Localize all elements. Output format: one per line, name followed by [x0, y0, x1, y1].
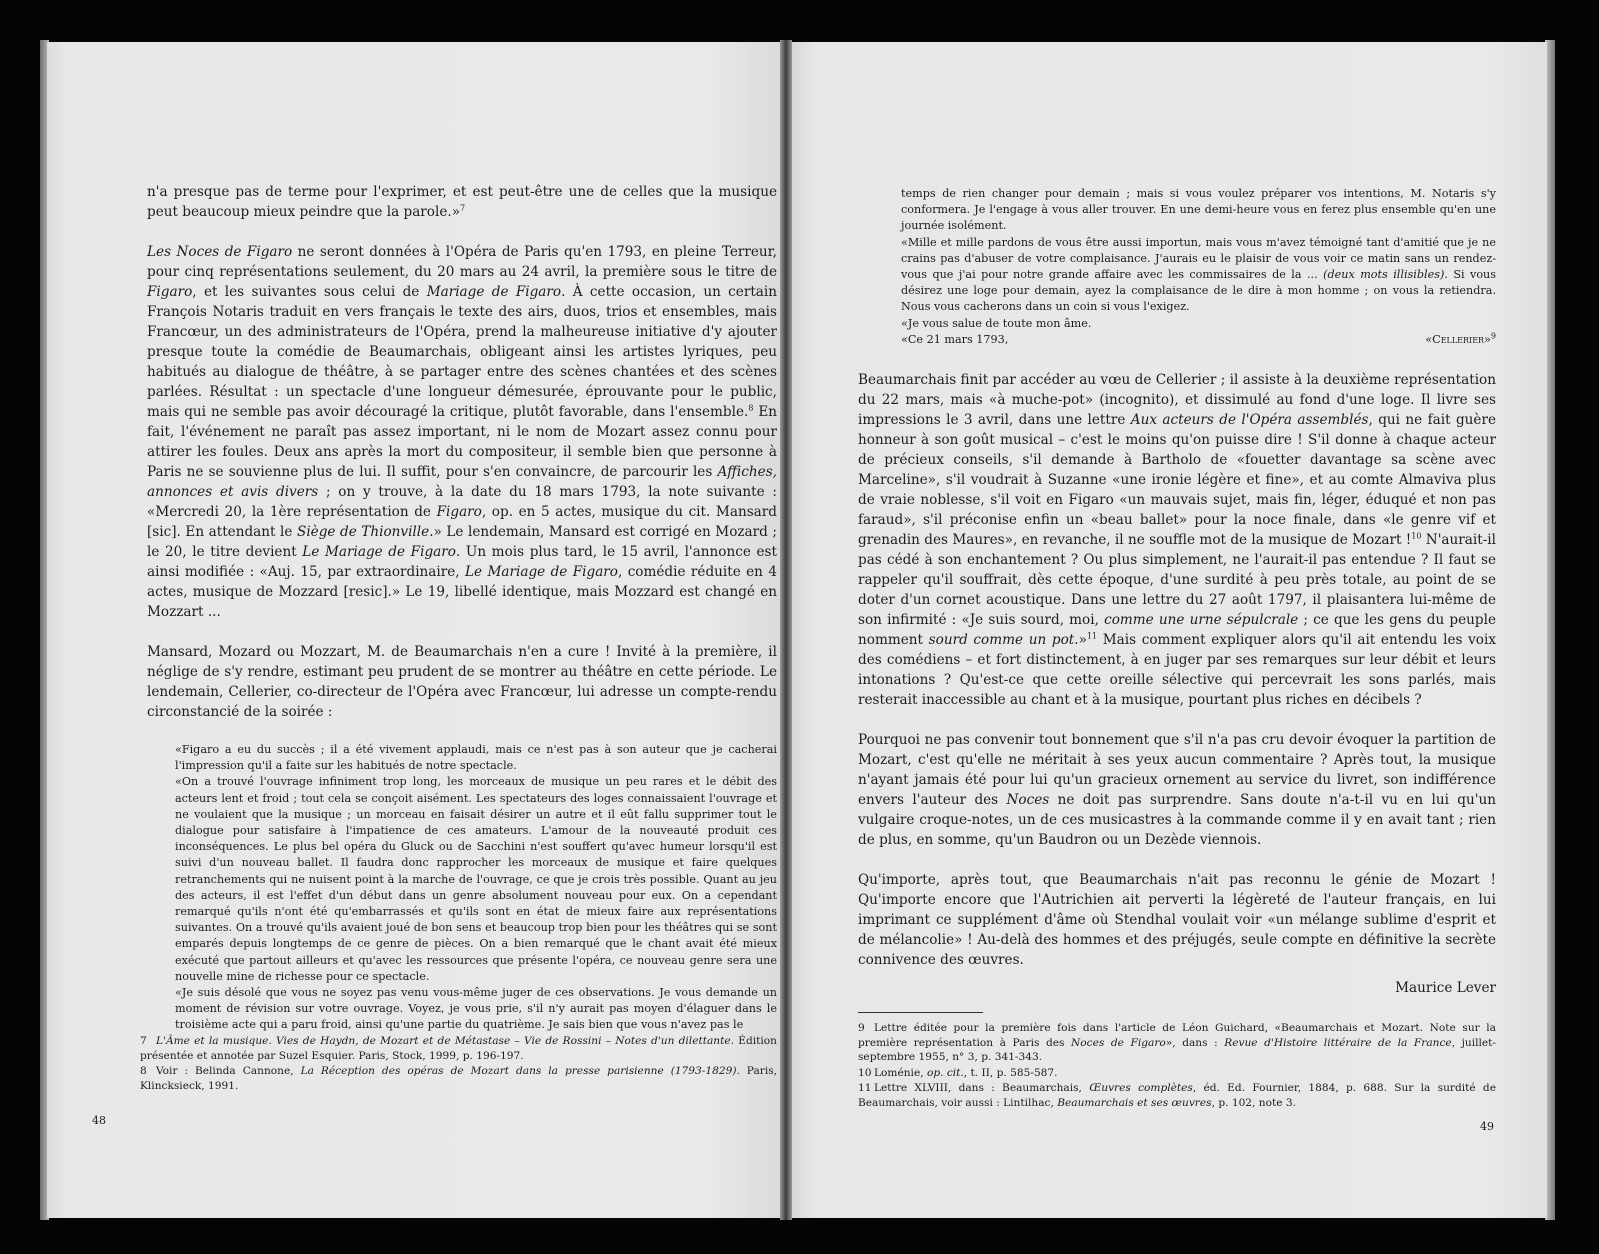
letter-signature	[901, 332, 1496, 348]
footnote-10: 10 Loménie, op. cit., t. II, p. 585-587.	[858, 1066, 1058, 1079]
page-number-left: 48	[92, 1114, 106, 1127]
footnote-11: 11 Lettre XLVIII, dans : Beaumarchais, Œuvres complètes, éd. Ed. Fournier, 1884, p. 688. Sur la surdité de Beaumarchais, voir aussi : Lintilhac, Beaumarchais et ses œuvres, p. 102, note 3.	[858, 1082, 1496, 1109]
quote-paragraph: «Mille et mille pardons de vous être aussi importun, mais vous m'avez témoigné tant d'amitié que je ne crains pas d'abuser de votre complaisance. J'aurais eu le plaisir de vous voir ce matin sans un rendez-vous que j'ai pour notre grande affaire avec les commissaires de la ... (deux mots illisibles). Si vous désirez une loge pour demain, ayez la complaisance de le dire à mon homme ; on vous la retiendra. Nous vous cacherons dans un coin si vous l'exigez.	[901, 235, 1496, 314]
right-paragraph-1: Beaumarchais finit par accéder au vœu de Cellerier ; il assiste à la deuxième représentation du 22 mars, mais «à muche-pot» (incognito), et dissimulé au fond d'une loge. Il livre ses impressions le 3 avril, dans une lettre Aux acteurs de l'Opéra assemblés, qui ne fait guère honneur à son goût musical – c'est le moins qu'on puisse dire ! S'il donne à chaque acteur de précieux conseils, s'il demande à Bartholo de «fouetter davantage sa scène avec Marceline», s'il voudrait à Suzanne «une ironie légère et fine», et au comte Almaviva plus de vraie noblesse, s'il voit en Figaro «un mauvais sujet, mais fin, léger, éduqué et non pas faraud», s'il préconise enfin un «beau ballet» pour la noce finale, dans «le genre vif et grenadin des Maures», en revanche, il ne souffle mot de la musique de Mozart !$^{10}$ N'aurait-il pas cédé à son enchantement ? Ou plus simplement, ne l'aurait-il pas entendue ? Il faut se rappeler qu'il souffrait, dès cette époque, d'une surdité à peu près totale, au point de se doter d'un cornet acoustique. Dans une lettre du 27 août 1797, il plaisantera lui-même de son infirmité : «Je suis sourd, moi, comme une urne sépulcrale ; ce que les gens du peuple nomment sourd comme un pot.»$^{11}$ Mais comment expliquer alors qu'il ait entendu les voix des comédiens – et fort distinctement, à en juger par ses remarques sur leur débit et leurs intonations ? Qu'est-ce que cette oreille sélective qui percevrait les sons parlés, mais resterait inaccessible au chant et à la musique, pourtant plus riches en décibels ?	[858, 372, 1497, 709]
cellerier-letter-quote	[175, 742, 777, 1034]
letter-signatory: «Cellerier»$^9$	[1425, 331, 1496, 346]
left-paragraph-2: Les Noces de Figaro ne seront données à l'Opéra de Paris qu'en 1793, en pleine Terreur, pour cinq représentations seulement, du 20 mars au 24 avril, la première sous le titre de Figaro, et les suivantes sous celui de Mariage de Figaro. À cette occasion, un certain François Notaris traduit en vers français le texte des airs, duos, trios et ensembles, mais Francœur, un des administrateurs de l'Opéra, prend la malheureuse initiative d'y ajouter presque toute la comédie de Beaumarchais, obligeant ainsi les artistes lyriques, peu habitués au dialogue de théâtre, à se partager entre des scènes chantées et des scènes parlées. Résultat : un spectacle d'une longueur démesurée, éprouvante pour le public, mais qui ne semble pas avoir découragé la critique, plutôt favorable, dans l'ensemble.$^8$ En fait, l'événement ne paraît pas assez important, ni le nom de Mozart assez connu pour attirer les foules. Deux ans après la mort du compositeur, il semble bien que personne à Paris ne se souvienne plus de lui. Il suffit, pour s'en convaincre, de parcourir les Affiches, annonces et avis divers ; on y trouve, à la date du 18 mars 1793, la note suivante : «Mercredi 20, la 1ère représentation de Figaro, op. en 5 actes, musique du cit. Mansard [sic]. En attendant le Siège de Thionville.» Le lendemain, Mansard est corrigé en Mozard ; le 20, le titre devient Le Mariage de Figaro. Un mois plus tard, le 15 avril, l'annonce est ainsi modifiée : «Auj. 15, par extraordinaire, Le Mariage de Figaro, comédie réduite en 4 actes, musique de Mozzard [resic].» Le 19, libellé identique, mais Mozzard est changé en Mozzart ...	[147, 244, 778, 620]
quote-paragraph: «Je suis désolé que vous ne soyez pas venu vous-même juger de ces observations. Je vous demande un moment de révision sur votre ouvrage. Voyez, je vous prie, s'il n'y aurait pas moyen d'élaguer dans le troisième acte qui a paru froid, ainsi qu'une partie du quatrième. Je sais bien que vous n'avez pas le	[175, 986, 777, 1032]
quote-paragraph: «Figaro a eu du succès ; il a été vivement applaudi, mais ce n'est pas à son auteur que je cacherai l'impression qu'il a faite sur les habitués de notre spectacle.	[175, 743, 777, 773]
right-page	[790, 42, 1547, 1218]
right-footnotes	[858, 1012, 1496, 1111]
footnote-8: 8 Voir : Belinda Cannone, La Réception des opéras de Mozart dans la presse parisienne (1793-1829). Paris, Klincksieck, 1991.	[140, 1065, 778, 1092]
left-paragraph-1: n'a presque pas de terme pour l'exprimer, et est peut-être une de celles que la musique peut beaucoup mieux peindre que la parole.»$^7$	[147, 184, 777, 220]
cellerier-letter-continued	[901, 186, 1496, 348]
page-number-right: 49	[1480, 1120, 1494, 1133]
right-text-column	[858, 186, 1496, 996]
book-gutter	[780, 40, 792, 1220]
left-text-column	[147, 182, 777, 1034]
letter-date: «Ce 21 mars 1793,	[901, 332, 1009, 346]
quote-paragraph: «On a trouvé l'ouvrage infiniment trop long, les morceaux de musique un peu rares et le débit des acteurs lent et froid ; tout cela se conçoit aisément. Les spectateurs des loges connaissaient l'ouvrage et ne voulaient que la musique ; un morceau en faisait désirer un autre et il eût fallu supprimer tout le dialogue pour satisfaire à l'impatience de ces amateurs. L'amour de la nouveauté produit ces inconséquences. Le plus bel opéra du Gluck ou de Sacchini n'est souffert qu'avec humeur lorsqu'il est suivi d'un nouveau ballet. Il faudra donc rapprocher les morceaux de musique et faire quelques retranchements qui ne nuisent point à la marche de l'ouvrage, ce que je crois très possible. Quant au jeu des acteurs, il est l'effet d'un début dans un genre absolument nouveau pour eux. On a cependant remarqué qu'ils n'ont été qu'embarrassés et qu'ils sont en état de mieux faire aux représentations suivantes. On a trouvé qu'ils avaient joué de bon sens et beaucoup trop bien pour les théâtres qui se sont emparés depuis longtemps de ce genre de pièces. On a bien remarqué que le chant avait été mieux exécuté que partout ailleurs et qu'avec les ressources que présente l'opéra, ce nouveau genre sera une nouvelle mine de richesse pour ce spectacle.	[175, 775, 777, 983]
footnote-7: 7 L'Âme et la musique. Vies de Haydn, de Mozart et de Métastase – Vie de Rossini – Notes d'un dilettante. Édition présentée et annotée par Suzel Esquier. Paris, Stock, 1999, p. 196-197.	[140, 1035, 777, 1062]
left-paragraph-3: Mansard, Mozard ou Mozzart, M. de Beaumarchais n'en a cure ! Invité à la première, il néglige de s'y rendre, estimant peu prudent de se montrer au théâtre en cette période. Le lendemain, Cellerier, co-directeur de l'Opéra avec Francœur, lui adresse un compte-rendu circonstancié de la soirée :	[147, 644, 777, 720]
quote-paragraph: «Je vous salue de toute mon âme.	[901, 316, 1092, 330]
footnote-separator	[858, 1012, 983, 1013]
left-page	[47, 42, 782, 1218]
author-signature: Maurice Lever	[1395, 980, 1496, 997]
quote-paragraph: temps de rien changer pour demain ; mais si vous voulez préparer vos intentions, M. Notaris s'y conformera. Je l'engage à vous aller trouver. En une demi-heure vous en ferez plus ensemble qu'en une journée isolément.	[901, 187, 1496, 233]
right-paragraph-2: Pourquoi ne pas convenir tout bonnement que s'il n'a pas cru devoir évoquer la partition de Mozart, c'est qu'elle ne méritait à ses yeux aucun commentaire ? Après tout, la musique n'ayant jamais été pour lui qu'un gracieux ornement au service du livret, son indifférence envers l'auteur des Noces ne doit pas surprendre. Sans doute n'a-t-il vu en lui qu'un vulgaire croque-notes, un de ces musicastres à la commande comme il y en avait tant ; rien de plus, en somme, qu'un Baudron ou un Dezède viennois.	[858, 732, 1496, 849]
footnote-9: 9 Lettre éditée pour la première fois dans l'article de Léon Guichard, «Beaumarchais et Mozart. Note sur la première représentation à Paris des Noces de Figaro», dans : Revue d'Histoire littéraire de la France, juillet-septembre 1955, n° 3, p. 341-343.	[858, 1022, 1496, 1063]
right-paragraph-3: Qu'importe, après tout, que Beaumarchais n'ait pas reconnu le génie de Mozart ! Qu'importe encore que l'Autrichien ait perverti la légèreté de l'auteur français, en lui imprimant ce supplément d'âme où Stendhal voulait voir «un mélange sublime d'esprit et de mélancolie» ! Au-delà des hommes et des préjugés, seule compte en définitive la secrète connivence des œuvres.	[858, 872, 1496, 969]
left-footnotes	[140, 1034, 777, 1094]
